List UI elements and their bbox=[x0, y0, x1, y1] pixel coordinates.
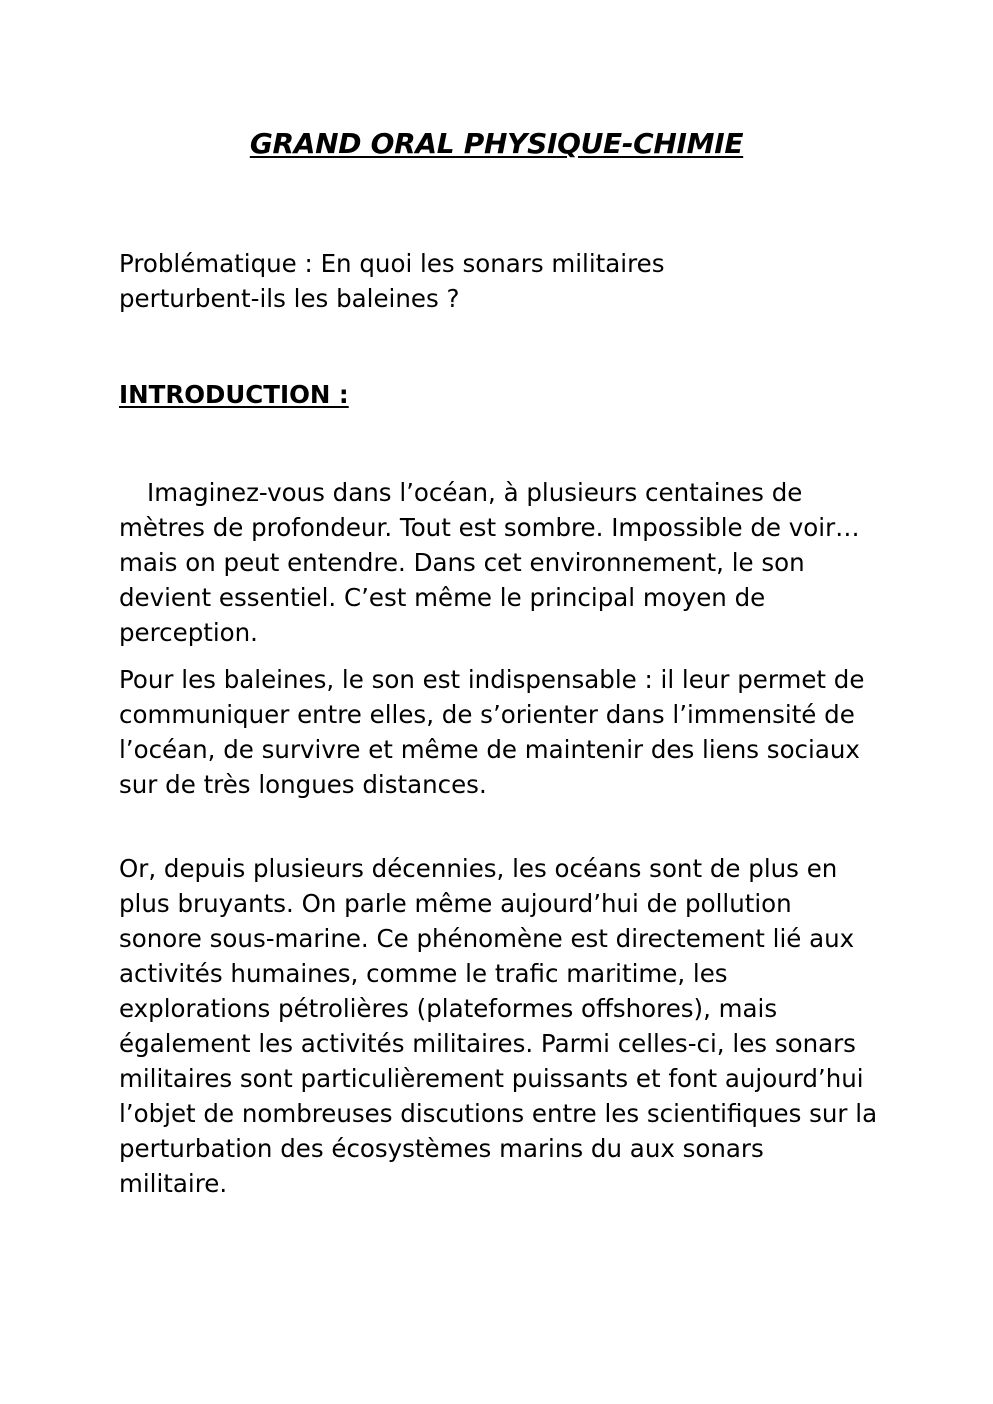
problematique-text: Problématique : En quoi les sonars militaires perturbent-ils les baleines ? bbox=[119, 249, 665, 313]
introduction-paragraph-3: Or, depuis plusieurs décennies, les océans sont de plus en plus bruyants. On parle même aujourd’hui de pollution sonore sous-marine. Ce phénomène est directement lié aux activités humaines, comme le trafic maritime, les explorations pétrolières (plateformes offshores), mais également les activités militaires. Parmi celles-ci, les sonars militaires sont particulièrement puissants et font aujourd’hui l’objet de nombreuses discutions entre les scientifiques sur la perturbation des écosystèmes marins du aux sonars militaire. bbox=[119, 854, 878, 1198]
introduction-heading: INTRODUCTION : bbox=[119, 380, 349, 409]
page-title: GRAND ORAL PHYSIQUE-CHIMIE bbox=[249, 127, 744, 160]
introduction-paragraph-2: Pour les baleines, le son est indispensable : il leur permet de communiquer entre elles, de s’orienter dans l’immensité de l’océan, de survivre et même de maintenir des liens sociaux sur de très longues distances. bbox=[119, 665, 865, 799]
introduction-paragraph-1: Imaginez-vous dans l’océan, à plusieurs centaines de mètres de profondeur. Tout est sombre. Impossible de voir…mais on peut entendre. Dans cet environnement, le son devient essentiel. C’est même le principal moyen de perception. bbox=[119, 478, 860, 647]
